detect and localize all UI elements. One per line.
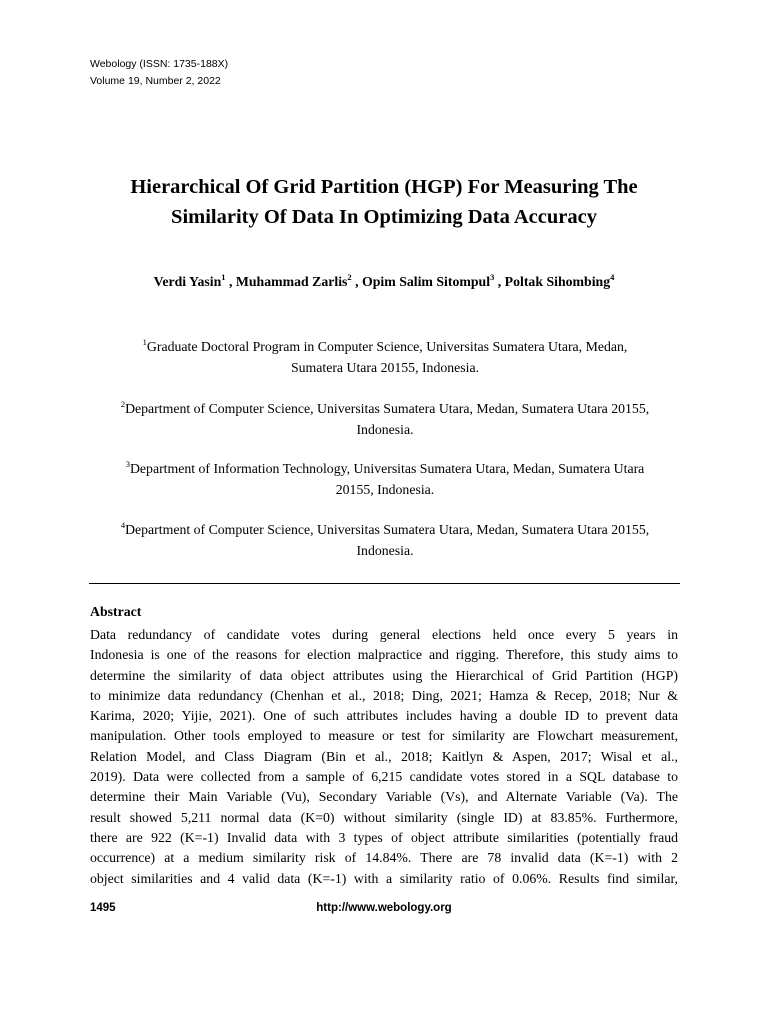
abstract-line: Data redundancy of candidate votes during general elections held once every 5 years in — [90, 627, 678, 642]
author-affiliation-marker: 3 — [490, 272, 495, 282]
affiliation-marker: 2 — [120, 399, 126, 409]
affiliation-line: Department of Computer Science, Universitas Sumatera Utara, Medan, Sumatera Utara 20155, — [125, 522, 650, 537]
title-line: Hierarchical Of Grid Partition (HGP) For Measuring The — [130, 176, 638, 198]
affiliation — [90, 458, 680, 500]
abstract-line: Relation Model, and Class Diagram (Bin et al., 2018; Kaitlyn & Aspen, 2017; Wisal et al., — [90, 748, 678, 764]
author-name: Muhammad Zarlis — [235, 274, 348, 289]
affiliation-marker: 1 — [142, 337, 147, 347]
abstract-line: manipulation. Other tools employed to measure or test for similarity are Flowchart measurement, — [90, 728, 678, 744]
paper-title — [60, 172, 708, 232]
affiliation-line: Indonesia. — [356, 422, 414, 437]
abstract-line: object similarities and 4 valid data (K=-1) with a similarity ratio of 0.06%. Results find similar, — [90, 870, 678, 886]
journal-name: Webology (ISSN: 1735-188X) — [90, 58, 229, 70]
affiliation-line: Graduate Doctoral Program in Computer Science, Universitas Sumatera Utara, Medan, — [146, 339, 628, 354]
affiliation — [90, 519, 680, 561]
abstract-line: 2019). Data were collected from a sample of 6,215 candidate votes stored in a SQL database to — [90, 769, 678, 785]
journal-header — [90, 56, 228, 90]
affiliation-marker: 4 — [120, 520, 126, 530]
abstract-line: to minimize data redundancy (Chenhan et al., 2018; Ding, 2021; Hamza & Recep, 2018; Nur & — [90, 687, 678, 703]
affiliation — [90, 336, 680, 378]
abstract-line: Karima, 2020; Yijie, 2021). One of such attributes includes having a double ID to prevent data — [90, 708, 678, 724]
author-affiliation-marker: 2 — [347, 272, 352, 282]
abstract-line: occurrence) at a medium similarity risk of 14.84%. There are 78 invalid data (K=-1) with 2 — [90, 850, 678, 866]
abstract-line: there are 922 (K=-1) Invalid data with 3 types of object attribute similarities (potentially fraud — [90, 829, 678, 845]
author-name: Poltak Sihombing — [504, 274, 611, 289]
author-separator: , — [351, 274, 363, 289]
affiliation-line: Department of Computer Science, Universitas Sumatera Utara, Medan, Sumatera Utara 20155, — [125, 401, 650, 416]
author-separator: , — [494, 274, 505, 289]
affiliation-line: Indonesia. — [356, 543, 414, 558]
section-divider — [89, 583, 680, 584]
author-name: Verdi Yasin — [153, 274, 222, 289]
abstract-line: Indonesia is one of the reasons for election malpractice and rigging. Therefore, this study aims to — [90, 647, 678, 663]
affiliation — [90, 398, 680, 440]
abstract-body — [90, 625, 678, 889]
journal-volume: Volume 19, Number 2, 2022 — [90, 75, 221, 87]
author-separator: , — [225, 274, 236, 289]
author-name: Opim Salim Sitompul — [362, 274, 491, 289]
author-list — [60, 272, 708, 292]
abstract-heading: Abstract — [90, 604, 142, 619]
author-affiliation-marker: 1 — [221, 272, 226, 282]
affiliation-line: Department of Information Technology, Universitas Sumatera Utara, Medan, Sumatera Utara — [129, 461, 645, 476]
affiliation-line: 20155, Indonesia. — [335, 482, 435, 497]
abstract-line: result showed 5,211 normal data (K=0) without similarity (single ID) at 83.85%. Furthermore, — [90, 809, 678, 825]
journal-url-link[interactable]: http://www.webology.org — [316, 902, 452, 914]
author-affiliation-marker: 4 — [610, 272, 615, 282]
affiliation-marker: 3 — [125, 459, 130, 469]
title-line: Similarity Of Data In Optimizing Data Accuracy — [171, 206, 597, 228]
affiliation-line: Sumatera Utara 20155, Indonesia. — [290, 360, 480, 375]
abstract-line: determine the similarity of data object attributes using the Hierarchical of Grid Partition (HGP) — [90, 667, 678, 683]
page-number: 1495 — [90, 902, 116, 914]
abstract-line: determine their Main Variable (Vu), Secondary Variable (Vs), and Alternate Variable (Va). The — [90, 789, 678, 805]
